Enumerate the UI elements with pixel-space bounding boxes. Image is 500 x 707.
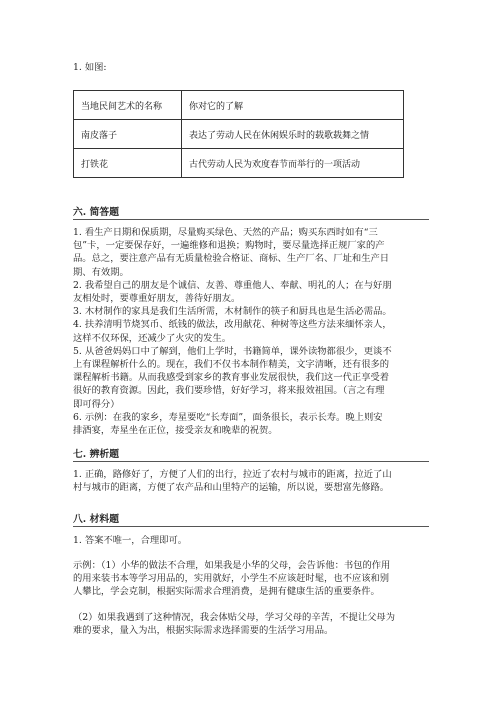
- text-line: 排酒宴，寿星坐在正位，接受亲友和晚辈的祝贺。: [73, 425, 278, 437]
- table-row: [74, 91, 404, 120]
- table-cell: 南皮落子: [74, 120, 182, 149]
- text-line: 3. 木材制作的家具是我们生活所需，木材制作的筷子和厨具也是生活必需品。: [73, 306, 392, 318]
- section-divider: [73, 526, 429, 527]
- table-cell: 你对它的了解: [182, 91, 404, 120]
- section-divider: [73, 461, 429, 462]
- section-heading-analysis: 七. 辨析题: [73, 449, 120, 460]
- text-line: 2. 我希望自己的朋友是个诚信、友善、尊重他人、奉献、明礼的人；在与好朋: [73, 279, 392, 291]
- table-cell: 打铁花: [74, 149, 182, 178]
- table-row: [74, 120, 404, 149]
- section-heading-short-answer: 六. 简答题: [73, 207, 120, 218]
- text-line: 即可得分）: [73, 398, 120, 410]
- text-line: （2）如果我遇到了这种情况，我会体贴父母，学习父母的辛苦，不提让父母为: [73, 612, 396, 623]
- text-line: 的用来装书本等学习用品的，实用就好，小学生不应该赶时髦，也不应该和别: [73, 573, 390, 585]
- text-line: 课程解析书籍。从而我感受到家乡的教育事业发展很快，我们这一代正享受着: [73, 372, 390, 384]
- analysis-body: [73, 468, 429, 494]
- text-line: 这样不仅环保，还减少了火灾的发生。: [73, 332, 232, 344]
- text-line: 6. 示例：在我的家乡，寿星要吃“长寿面”，面条很长，表示长寿。晚上则安: [73, 411, 383, 423]
- text-line: 人攀比，学会克制，根据实际需求合理消费，是拥有健康生活的重要条件。: [73, 586, 380, 598]
- section-divider: [73, 219, 429, 220]
- text-line: 包”卡，一定要保存好，一遍维修和退换；购物时，要尽量选择正规厂家的产: [73, 240, 385, 252]
- table-cell: 当地民间艺术的名称: [74, 91, 182, 120]
- text-line: 难的要求，量入为出，根据实际需求选择需要的生活学习用品。: [73, 625, 334, 637]
- text-line: 4. 扶养清明节烧冥币、纸钱的做法，改用献花、种树等这些方法来缅怀亲人，: [73, 319, 392, 331]
- material-example: [73, 559, 429, 599]
- material-item-1: 1. 答案不唯一，合理即可。: [73, 535, 188, 546]
- text-line: 友相处时，要尊重好朋友，善待好朋友。: [73, 293, 241, 305]
- text-line: 5. 从爸爸妈妈口中了解到，他们上学时，书籍简单，课外读物都很少，更谈不: [73, 345, 392, 357]
- material-part-2: [73, 611, 429, 637]
- text-line: 期、有效期。: [73, 266, 129, 278]
- text-line: 上有课程解析什么的。现在，我们不仅书本制作精美，文字清晰，还有很多的: [73, 359, 390, 371]
- text-line: 1. 看生产日期和保质期，尽量购买绿色、天然的产品；购买东西时如有“三: [73, 227, 378, 238]
- text-line: 很好的教育资源。因此，我们要珍惜，好好学习，将来报效祖国。（言之有理: [73, 385, 385, 397]
- text-line: 示例：（1）小华的做法不合理，如果我是小华的父母，会告诉他：书包的作用: [73, 560, 391, 571]
- text-line: 品。总之，要注意产品有无质量检验合格证、商标、生产厂名、厂址和生产日: [73, 253, 390, 265]
- table-cell: 表达了劳动人民在休闲娱乐时的载歌载舞之情: [182, 120, 404, 149]
- table-row: [74, 149, 404, 178]
- text-line: 1. 正确，路修好了，方便了人们的出行，拉近了农村与城市的距离，拉近了山: [73, 469, 392, 480]
- short-answer-body: [73, 226, 429, 437]
- item-1-label: 1. 如图:: [73, 62, 107, 73]
- table-cell: 古代劳动人民为欢度春节而举行的一项活动: [182, 149, 404, 178]
- folk-art-table: [73, 90, 404, 178]
- text-line: 村与城市的距离，方便了农产品和山里特产的运输，所以说，要想富先修路。: [73, 482, 390, 494]
- section-heading-material: 八. 材料题: [73, 514, 120, 525]
